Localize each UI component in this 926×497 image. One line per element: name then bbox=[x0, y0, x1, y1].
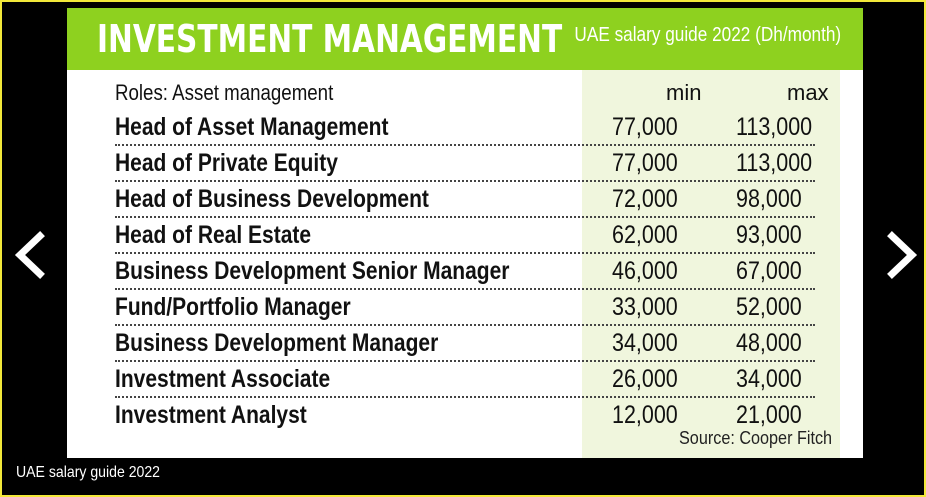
role-cell: Investment Analyst bbox=[115, 400, 307, 429]
max-header: max bbox=[787, 80, 829, 105]
min-cell: 33,000 bbox=[612, 292, 678, 321]
image-caption: UAE salary guide 2022 bbox=[16, 464, 161, 481]
max-cell: 93,000 bbox=[736, 220, 802, 249]
min-cell: 12,000 bbox=[612, 400, 678, 429]
salary-table-image bbox=[67, 8, 863, 458]
min-cell: 72,000 bbox=[612, 184, 678, 213]
table-header-row bbox=[115, 76, 829, 110]
chevron-right-icon bbox=[882, 230, 922, 280]
min-cell: 62,000 bbox=[612, 220, 678, 249]
min-cell: 26,000 bbox=[612, 364, 678, 393]
salary-table bbox=[115, 76, 829, 432]
table-row bbox=[115, 398, 815, 432]
min-cell: 46,000 bbox=[612, 256, 678, 285]
min-cell: 77,000 bbox=[612, 148, 678, 177]
header-banner bbox=[67, 8, 863, 70]
max-cell: 52,000 bbox=[736, 292, 802, 321]
role-cell: Head of Real Estate bbox=[115, 220, 312, 249]
table-row bbox=[115, 218, 815, 254]
max-cell: 113,000 bbox=[736, 112, 813, 141]
role-cell: Investment Associate bbox=[115, 364, 331, 393]
page-title: INVESTMENT MANAGEMENT bbox=[97, 17, 563, 61]
role-cell: Fund/Portfolio Manager bbox=[115, 292, 351, 321]
role-cell: Business Development Senior Manager bbox=[115, 256, 510, 285]
max-cell: 113,000 bbox=[736, 148, 813, 177]
min-header: min bbox=[666, 80, 702, 105]
role-cell: Head of Business Development bbox=[115, 184, 429, 213]
table-row bbox=[115, 326, 815, 362]
chevron-left-icon bbox=[10, 230, 50, 280]
max-cell: 21,000 bbox=[736, 400, 802, 429]
min-cell: 34,000 bbox=[612, 328, 678, 357]
table-row bbox=[115, 290, 815, 326]
max-cell: 48,000 bbox=[736, 328, 802, 357]
role-cell: Head of Asset Management bbox=[115, 112, 389, 141]
min-cell: 77,000 bbox=[612, 112, 678, 141]
page-subtitle: UAE salary guide 2022 (Dh/month) bbox=[574, 24, 841, 46]
table-row bbox=[115, 146, 815, 182]
role-cell: Head of Private Equity bbox=[115, 148, 338, 177]
max-cell: 34,000 bbox=[736, 364, 802, 393]
next-image-button[interactable] bbox=[882, 230, 922, 280]
table-row bbox=[115, 362, 815, 398]
roles-header: Roles: Asset management bbox=[115, 80, 334, 105]
max-cell: 67,000 bbox=[736, 256, 802, 285]
previous-image-button[interactable] bbox=[10, 230, 50, 280]
role-cell: Business Development Manager bbox=[115, 328, 439, 357]
table-row bbox=[115, 110, 815, 146]
max-cell: 98,000 bbox=[736, 184, 802, 213]
table-row bbox=[115, 254, 815, 290]
source-note: Source: Cooper Fitch bbox=[679, 428, 833, 448]
table-row bbox=[115, 182, 815, 218]
